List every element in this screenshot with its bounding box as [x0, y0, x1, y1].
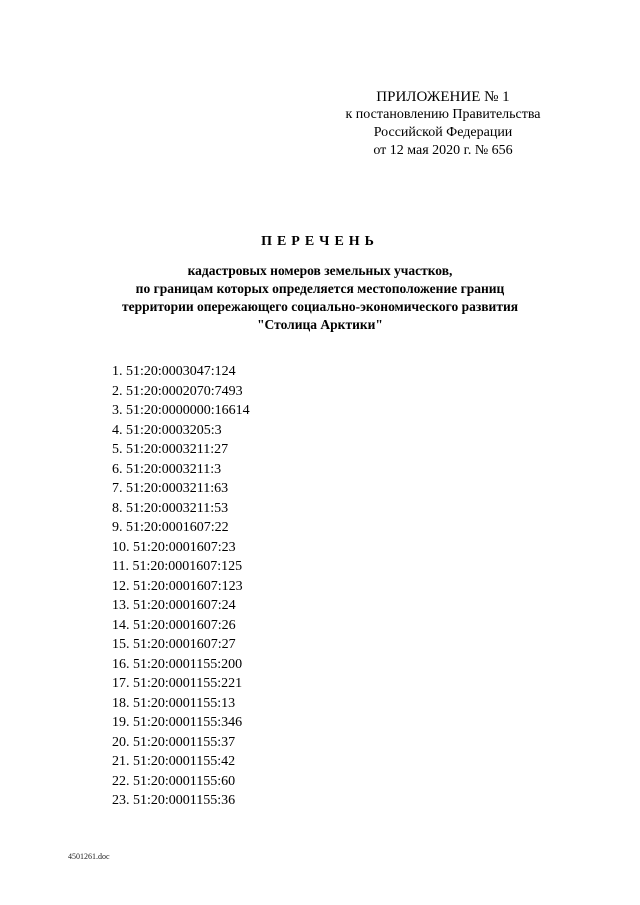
list-item: 14. 51:20:0001607:26 [112, 617, 236, 633]
list-item: 20. 51:20:0001155:37 [112, 734, 236, 750]
list-item: 10. 51:20:0001607:23 [112, 539, 236, 555]
cadastral-number-list [112, 362, 250, 811]
list-item: 15. 51:20:0001607:27 [112, 637, 236, 652]
file-name-footer: 4501261.doc [68, 852, 110, 861]
document-subtitle [0, 262, 640, 334]
list-item: 7. 51:20:0003211:63 [112, 481, 229, 496]
appendix-line-date-number: от 12 мая 2020 г. № 656 [373, 143, 513, 158]
list-item: 17. 51:20:0001155:221 [112, 676, 243, 691]
list-item: 19. 51:20:0001155:346 [112, 715, 243, 730]
appendix-title: ПРИЛОЖЕНИЕ № 1 [376, 89, 510, 105]
list-item: 21. 51:20:0001155:42 [112, 754, 236, 769]
appendix-line-resolution: к постановлению Правительства [345, 107, 541, 122]
list-item: 8. 51:20:0003211:53 [112, 500, 229, 516]
subtitle-line-3: территории опережающего социально-экономического развития [121, 299, 519, 314]
list-item: 2. 51:20:0002070:7493 [112, 383, 243, 399]
subtitle-line-2: по границам которых определяется местоположение границ [135, 281, 505, 296]
list-item: 5. 51:20:0003211:27 [112, 442, 229, 457]
list-item: 16. 51:20:0001155:200 [112, 656, 243, 672]
list-item: 12. 51:20:0001607:123 [112, 578, 243, 594]
list-item: 23. 51:20:0001155:36 [112, 793, 236, 808]
list-item: 18. 51:20:0001155:13 [112, 695, 236, 711]
subtitle-line-4: "Столица Арктики" [257, 317, 383, 332]
list-item: 1. 51:20:0003047:124 [112, 364, 236, 379]
appendix-line-government: Российской Федерации [373, 125, 513, 140]
subtitle-line-1: кадастровых номеров земельных участков, [187, 263, 453, 278]
document-heading: ПЕРЕЧЕНЬ [261, 234, 379, 249]
list-item: 9. 51:20:0001607:22 [112, 520, 229, 535]
list-item: 3. 51:20:0000000:16614 [112, 403, 250, 418]
list-item: 6. 51:20:0003211:3 [112, 461, 222, 477]
list-item: 13. 51:20:0001607:24 [112, 598, 236, 613]
list-item: 22. 51:20:0001155:60 [112, 773, 236, 789]
list-item: 11. 51:20:0001607:125 [112, 559, 243, 574]
appendix-block [300, 88, 586, 160]
list-item: 4. 51:20:0003205:3 [112, 422, 222, 438]
